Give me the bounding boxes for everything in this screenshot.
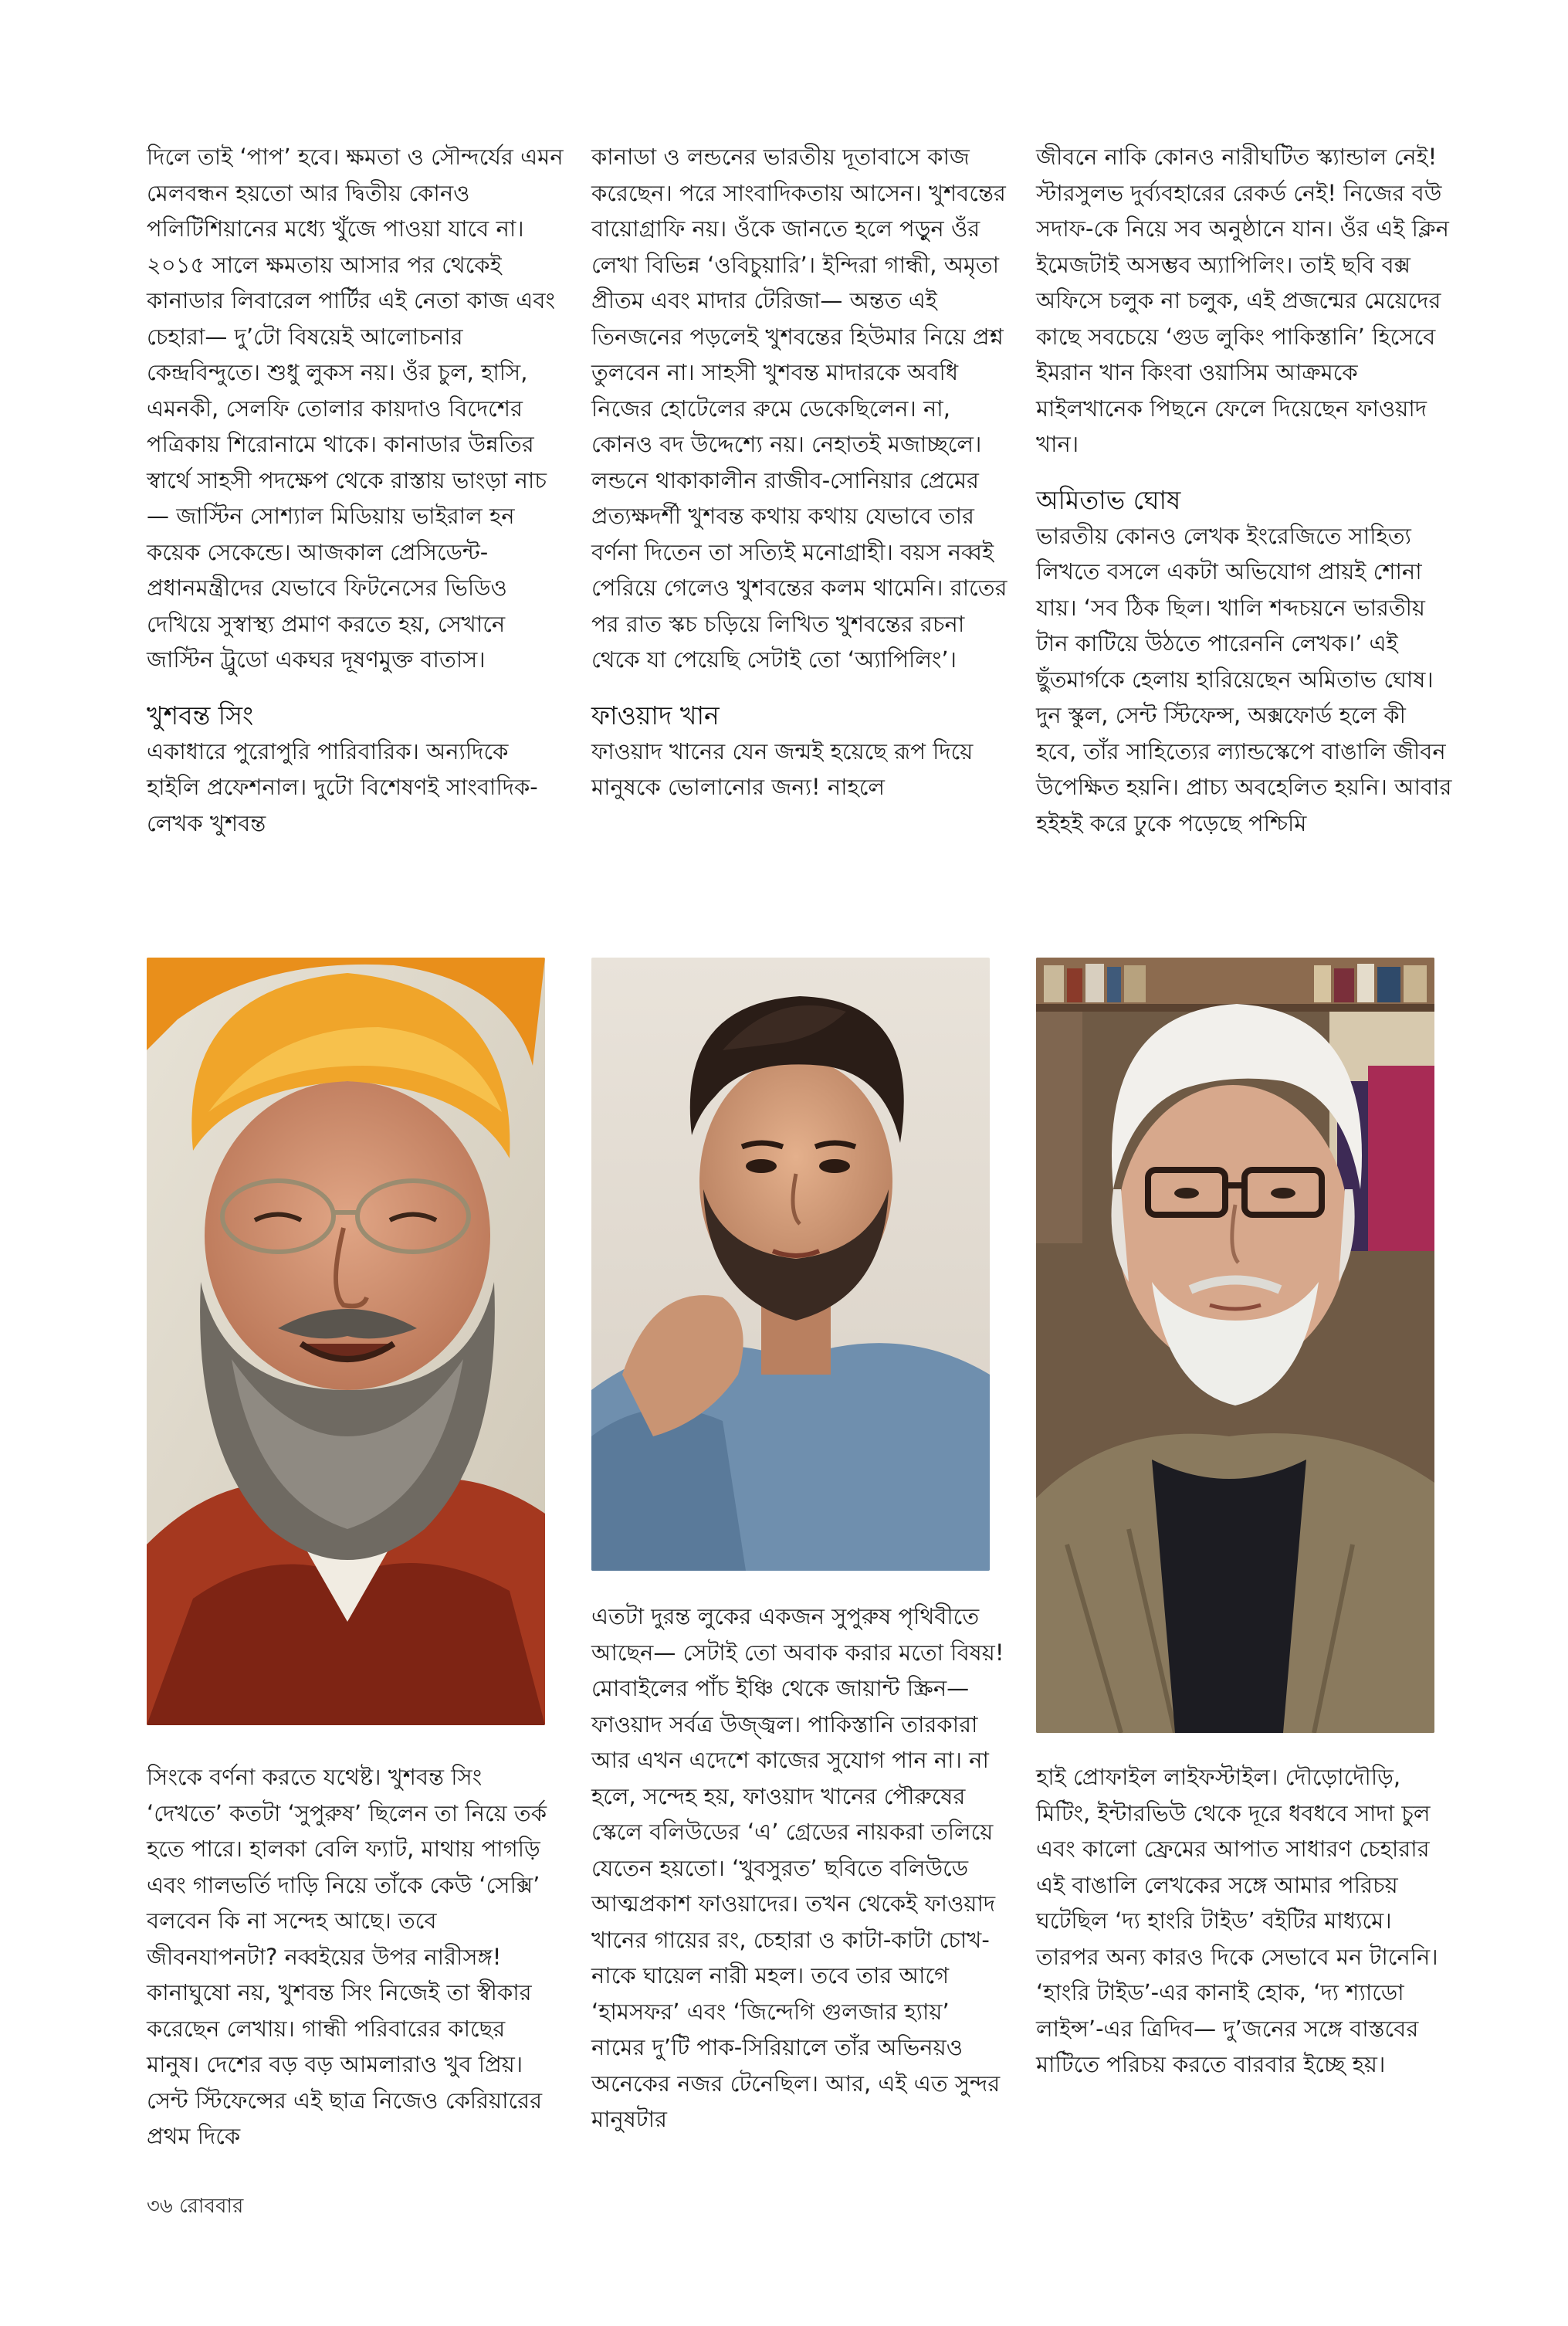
- page-footer: [147, 2190, 243, 2224]
- top-column-2: [591, 139, 1008, 805]
- bottom-column-2: [591, 1599, 1008, 2138]
- page-number: ৩৬: [147, 2195, 173, 2218]
- article-paragraph: ভারতীয় কোনও লেখক ইংরেজিতে সাহিত্য লিখতে বসলে একটা অভিযোগ প্রায়ই শোনা যায়। ‘সব ঠিক ছিল। খালি শব্দচয়নে ভারতীয় টান কাটিয়ে উঠতে পারেননি লেখক।’ এই ছুঁতমার্গকে হেলায় হারিয়েছেন অমিতাভ ঘোষ। দুন স্কুল, সেন্ট স্টিফেন্স, অক্সফোর্ড হলে কী হবে, তাঁর সাহিত্যের ল্যান্ডস্কেপে বাঙালি জীবন উপেক্ষিত হয়নি। প্রাচ্য অবহেলিত হয়নি। আবার হইহই করে ঢুকে পড়েছে পশ্চিমি: [1036, 522, 1452, 836]
- top-column-3: [1036, 139, 1453, 841]
- article-paragraph: একাধারে পুরোপুরি পারিবারিক। অন্যদিকে হাইলি প্রফেশনাল। দুটো বিশেষণই সাংবাদিক-লেখক খুশবন্ত: [147, 737, 538, 836]
- khushwant-singh-photo: [147, 958, 545, 1725]
- bottom-column-1: [147, 1759, 564, 2155]
- article-paragraph: ফাওয়াদ খানের যেন জন্মই হয়েছে রূপ দিয়ে মানুষকে ভোলানোর জন্য! নাহলে: [591, 737, 974, 800]
- section-heading-khushwant-singh: খুশবন্ত সিং: [147, 700, 254, 731]
- section-heading-fawad-khan: ফাওয়াদ খান: [591, 700, 720, 731]
- article-paragraph: কানাডা ও লন্ডনের ভারতীয় দূতাবাসে কাজ করেছেন। পরে সাংবাদিকতায় আসেন। খুশবন্তের বায়োগ্রাফি নয়। ওঁকে জানতে হলে পড়ুন ওঁর লেখা বিভিন্ন ‘ওবিচুয়ারি’। ইন্দিরা গান্ধী, অমৃতা প্রীতম এবং মাদার টেরিজা— অন্তত এই তিনজনের পড়লেই খুশবন্তের হিউমার নিয়ে প্রশ্ন তুলবেন না। সাহসী খুশবন্ত মাদারকে অবধি নিজের হোটেলের রুমে ডেকেছিলেন। না, কোনও বদ উদ্দেশ্যে নয়। নেহাতই মজাচ্ছলে। লন্ডনে থাকাকালীন রাজীব-সোনিয়ার প্রেমের প্রত্যক্ষদর্শী খুশবন্ত কথায় কথায় যেভাবে তার বর্ণনা দিতেন তা সত্যিই মনোগ্রাহী। বয়স নব্বই পেরিয়ে গেলেও খুশবন্তের কলম থামেনি। রাতের পর রাত স্কচ চড়িয়ে লিখিত খুশবন্তের রচনা থেকে যা পেয়েছি সেটাই তো ‘অ্যাপিলিং’।: [591, 144, 1008, 673]
- top-column-1: [147, 139, 564, 841]
- amitav-ghosh-photo: [1036, 958, 1434, 1733]
- fawad-khan-photo: [591, 958, 990, 1571]
- article-paragraph: এতটা দুরন্ত লুকের একজন সুপুরুষ পৃথিবীতে আছেন— সেটাই তো অবাক করার মতো বিষয়! মোবাইলের পাঁচ ইঞ্চি থেকে জায়ান্ট স্ক্রিন— ফাওয়াদ সর্বত্র উজ্জ্বল। পাকিস্তানি তারকারা আর এখন এদেশে কাজের সুযোগ পান না। না হলে, সন্দেহ হয়, ফাওয়াদ খানের পৌরুষের স্কেলে বলিউডের ‘এ’ গ্রেডের নায়করা তলিয়ে যেতেন হয়তো। ‘খুবসুরত’ ছবিতে বলিউডে আত্মপ্রকাশ ফাওয়াদের। তখন থেকেই ফাওয়াদ খানের গায়ের রং, চেহারা ও কাটা-কাটা চোখ-নাকে ঘায়েল নারী মহল। তবে তার আগে ‘হামসফর’ এবং ‘জিন্দেগি গুলজার হ্যায়’ নামের দু’টি পাক-সিরিয়ালে তাঁর অভিনয়ও অনেকের নজর টেনেছিল। আর, এই এত সুন্দর মানুষটার: [591, 1603, 1004, 2132]
- section-heading-amitav-ghosh: অমিতাভ ঘোষ: [1036, 484, 1181, 515]
- article-paragraph: জীবনে নাকি কোনও নারীঘটিত স্ক্যান্ডাল নেই! স্টারসুলভ দুর্ব্যবহারের রেকর্ড নেই! নিজের বউ সদাফ-কে নিয়ে সব অনুষ্ঠানে যান। ওঁর এই ক্লিন ইমেজটাই অসম্ভব অ্যাপিলিং। তাই ছবি বক্স অফিসে চলুক না চলুক, এই প্রজন্মের মেয়েদের কাছে সবচেয়ে ‘গুড লুকিং পাকিস্তানি’ হিসেবে ইমরান খান কিংবা ওয়াসিম আক্রমকে মাইলখানেক পিছনে ফেলে দিয়েছেন ফাওয়াদ খান।: [1036, 144, 1449, 457]
- article-paragraph: দিলে তাই ‘পাপ’ হবে। ক্ষমতা ও সৌন্দর্যের এমন মেলবন্ধন হয়তো আর দ্বিতীয় কোনও পলিটিশিয়ানের মধ্যে খুঁজে পাওয়া যাবে না। ২০১৫ সালে ক্ষমতায় আসার পর থেকেই কানাডার লিবারেল পার্টির এই নেতা কাজ এবং চেহারা— দু’টো বিষয়েই আলোচনার কেন্দ্রবিন্দুতে। শুধু লুকস নয়। ওঁর চুল, হাসি, এমনকী, সেলফি তোলার কায়দাও বিদেশের পত্রিকায় শিরোনামে থাকে। কানাডার উন্নতির স্বার্থে সাহসী পদক্ষেপ থেকে রাস্তায় ভাংড়া নাচ— জাস্টিন সোশ্যাল মিডিয়ায় ভাইরাল হন কয়েক সেকেন্ডে। আজকাল প্রেসিডেন্ট-প্রধানমন্ত্রীদের যেভাবে ফিটনেসের ভিডিও দেখিয়ে সুস্বাস্থ্য প্রমাণ করতে হয়, সেখানে জাস্টিন ট্রুডো একঘর দূষণমুক্ত বাতাস।: [147, 144, 564, 673]
- article-paragraph: হাই প্রোফাইল লাইফস্টাইল। দৌড়োদৌড়ি, মিটিং, ইন্টারভিউ থেকে দূরে ধবধবে সাদা চুল এবং কালো ফ্রেমের আপাত সাধারণ চেহারার এই বাঙালি লেখকের সঙ্গে আমার পরিচয় ঘটেছিল ‘দ্য হাংরি টাইড’ বইটির মাধ্যমে। তারপর অন্য কারও দিকে সেভাবে মন টানেনি। ‘হাংরি টাইড’-এর কানাই হোক, ‘দ্য শ্যাডো লাইন্স’-এর ত্রিদিব— দু’জনের সঙ্গে বাস্তবের মাটিতে পরিচয় করতে বারবার ইচ্ছে হয়।: [1036, 1764, 1438, 2077]
- bottom-column-3: [1036, 1759, 1453, 2083]
- publication-name: রোববার: [179, 2195, 244, 2218]
- article-paragraph: সিংকে বর্ণনা করতে যথেষ্ট। খুশবন্ত সিং ‘দেখতে’ কতটা ‘সুপুরুষ’ ছিলেন তা নিয়ে তর্ক হতে পারে। হালকা বেলি ফ্যাট, মাথায় পাগড়ি এবং গালভর্তি দাড়ি নিয়ে তাঁকে কেউ ‘সেক্সি’ বলবেন কি না সন্দেহ আছে। তবে জীবনযাপনটা? নব্বইয়ের উপর নারীসঙ্গ! কানাঘুষো নয়, খুশবন্ত সিং নিজেই তা স্বীকার করেছেন লেখায়। গান্ধী পরিবারের কাছের মানুষ। দেশের বড় বড় আমলারাও খুব প্রিয়। সেন্ট স্টিফেন্সের এই ছাত্র নিজেও কেরিয়ারের প্রথম দিকে: [147, 1764, 547, 2149]
